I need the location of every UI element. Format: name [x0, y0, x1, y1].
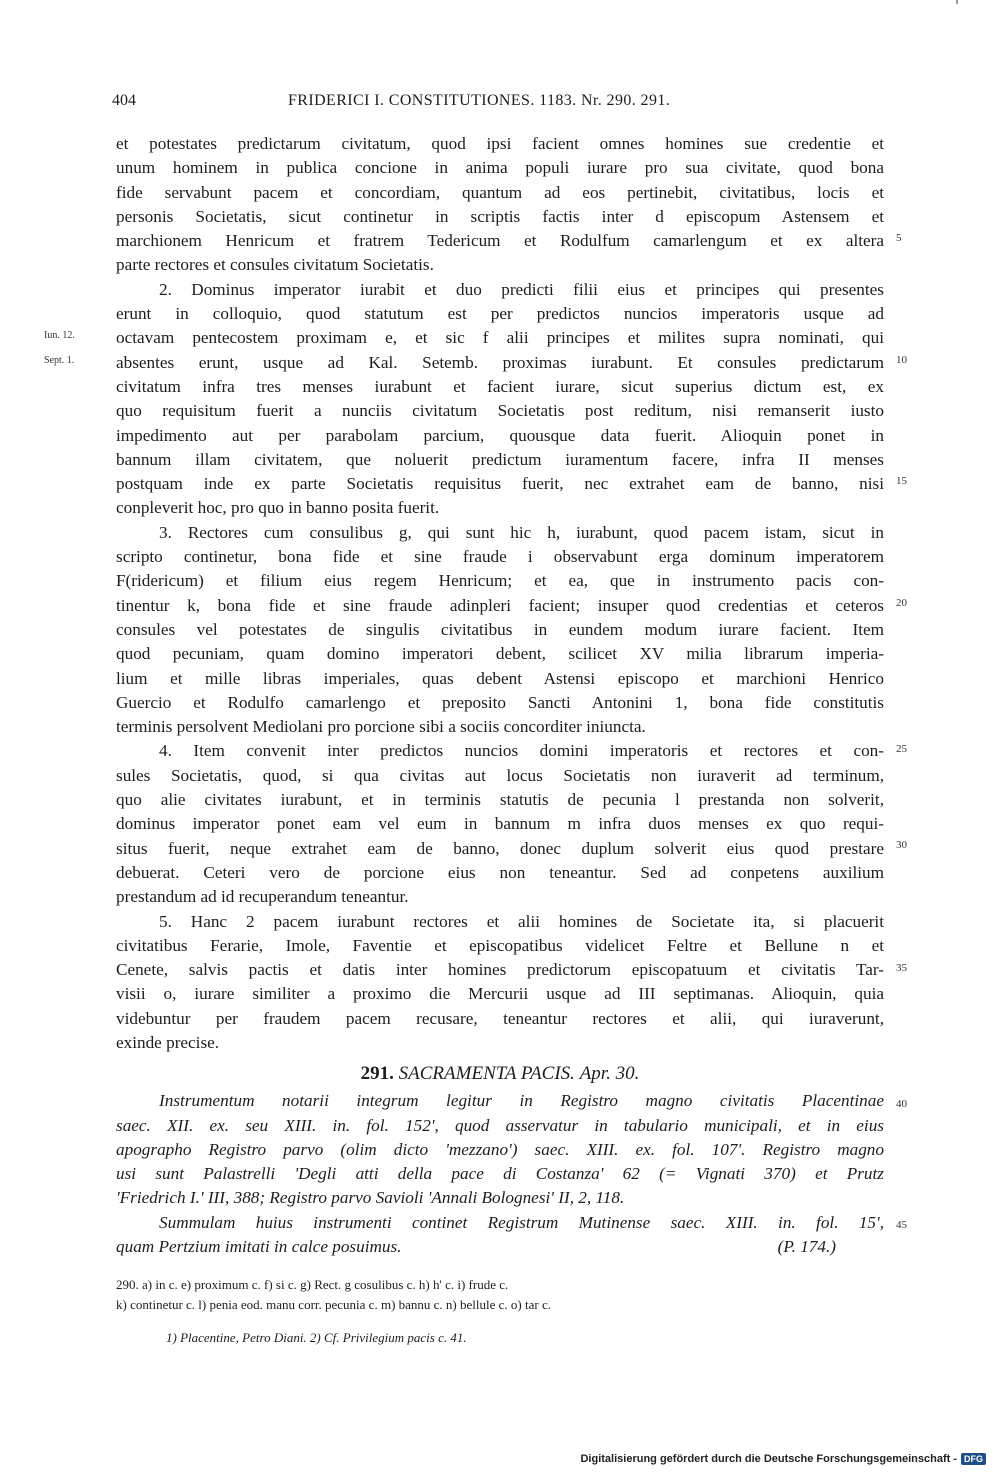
text-line: quo alie civitates iurabunt, et in terminis statutis de pecunia l prestanda non solverit,	[116, 790, 884, 810]
text-line: lium et mille libras imperiales, quas debent Astensi episcopo et marchioni Henrico	[116, 668, 884, 688]
text-line: situs fuerit, neque extrahet eam de banno, donec duplum solverit eius quod prestare	[116, 838, 884, 858]
text-line: et potestates predictarum civitatum, quod ipsi facient omnes homines sue credentie et	[116, 134, 884, 153]
text-line: octavam pentecostem proximam e, et sic f alii principes et milites supra nominati, qui	[116, 328, 884, 348]
text-line: Instrumentum notarii integrum legitur in Registro magno civitatis Placentinae	[159, 1091, 884, 1111]
text-line: prestandum ad id recuperandum teneantur.	[116, 887, 409, 907]
text-line: Summulam huius instrumenti continet Registrum Mutinense saec. XIII. in. fol. 15',	[159, 1212, 884, 1232]
page-header	[112, 92, 892, 116]
text-line: civitatum infra tres menses iurabunt et facient iurare, sicut superius dictum est, ex	[116, 376, 884, 396]
line-number: 5	[896, 232, 902, 244]
footnote-notes: 1) Placentine, Petro Diani. 2) Cf. Privilegium pacis c. 41.	[166, 1330, 467, 1345]
text-line: tinentur k, bona fide et sine fraude adinpleri facient; insuper quod credentias et ceteros	[116, 595, 884, 615]
dfg-logo: DFG	[961, 1453, 986, 1465]
line-number: 25	[896, 743, 907, 755]
line-number: 10	[896, 354, 907, 366]
section-title: SACRAMENTA PACIS.	[398, 1063, 575, 1085]
margin-date-note: Iun. 12.	[44, 330, 75, 341]
running-title: FRIDERICI I. CONSTITUTIONES. 1183. Nr. 290. 291.	[288, 92, 671, 109]
section-date: Apr. 30.	[579, 1063, 640, 1085]
text-line: terminis persolvent Mediolani pro porcione sibi a sociis concorditer iniuncta.	[116, 717, 646, 737]
text-line: postquam inde ex parte Societatis requisitus fuerit, nec extrahet eam de banno, nisi	[116, 474, 884, 494]
text-line: videbuntur per fraudem pacem recusare, teneantur rectores et alii, qui iuraverunt,	[116, 1008, 884, 1028]
section-number: 291.	[360, 1063, 394, 1085]
text-line: saec. XII. ex. seu XIII. in. fol. 152', quod asservatur in tabulario municipali, et in eius	[116, 1115, 884, 1135]
text-line: conpleverit hoc, pro quo in banno posita fuerit.	[116, 498, 440, 518]
text-line: apographo Registro parvo (olim dicto 'mezzano') saec. XIII. ex. fol. 107'. Registro magno	[116, 1139, 884, 1159]
text-line: usi sunt Palastrelli 'Degli atti della pace di Costanza' 62 (= Vignati 370) et Prutz	[116, 1164, 884, 1184]
text-line: visii o, iurare similiter a proximo die Mercurii usque ad III septimanas. Alioquin, quia	[116, 984, 884, 1004]
text-line: quam Pertzium imitati in calce posuimus. (P. 174.)	[116, 1235, 884, 1259]
footnote-variants-line-2: k) continetur c. l) penia eod. manu corr. pecunia c. m) bannu c. n) bellule c. o) tar c.	[116, 1297, 551, 1312]
text-line: Cenete, salvis pactis et datis inter homines predictorum episcopatuum et civitatis Tar-	[116, 960, 884, 980]
section-heading	[116, 1059, 884, 1089]
main-text	[116, 132, 884, 1259]
text-line: absentes erunt, usque ad Kal. Setemb. proximas iurabunt. Et consules predictarum	[116, 352, 884, 372]
text-line: dominus imperator ponet eam vel eum in bannum m infra duos menses ex quo requi-	[116, 814, 884, 834]
text-line: consules vel potestates de singulis civitatibus in eundem modum iurare facient. Item	[116, 619, 884, 639]
line-number: 35	[896, 962, 907, 974]
credit-text: Digitalisierung gefördert durch die Deutsche Forschungsgemeinschaft -	[580, 1453, 957, 1465]
line-number: 15	[896, 475, 907, 487]
text-line: 4. Item convenit inter predictos nuncios domini imperatoris et rectores et con-	[159, 741, 884, 761]
text-line: impedimento aut per parabolam parcium, quousque data fuerit. Alioquin ponet in	[116, 425, 884, 445]
text-line: 5. Hanc 2 pacem iurabunt rectores et alii homines de Societate ita, si placuerit	[159, 911, 884, 931]
text-line: erunt in colloquio, quod statutum est per predictos nuncios imperatoris usque ad	[116, 304, 884, 324]
text-line: quo requisitum fuerit a nunciis civitatum Societatis post reditum, nisi remanserit iusto	[116, 401, 884, 421]
text-line: 'Friedrich I.' III, 388; Registro parvo Savioli 'Annali Bolognesi' II, 2, 118.	[116, 1188, 625, 1208]
page-number: 404	[112, 92, 136, 109]
line-number: 20	[896, 597, 907, 609]
text-line: scripto continetur, bona fide et sine fraude i observabunt erga dominum imperatorem	[116, 547, 884, 567]
line-number: 40	[896, 1098, 907, 1110]
text-line: 2. Dominus imperator iurabit et duo predicti filii eius et principes qui presentes	[159, 279, 884, 299]
text-line: parte rectores et consules civitatum Societatis.	[116, 255, 434, 275]
text-line: exinde precise.	[116, 1032, 220, 1052]
text-line: marchionem Henricum et fratrem Tedericum et Rodulfum camarlengum et ex altera	[116, 231, 884, 251]
text-line: F(ridericum) et filium eius regem Henricum; et ea, que in instrumento pacis con-	[116, 571, 884, 591]
line-number: 30	[896, 839, 907, 851]
siglum: (P. 174.)	[777, 1237, 836, 1257]
text-line: fide servabunt pacem et concordiam, quantum ad eos pertinebit, civitatibus, locis et	[116, 182, 884, 202]
footnote-variants-line-1: 290. a) in c. e) proximum c. f) si c. g) Rect. g cosulibus c. h) h' c. i) frude c.	[116, 1277, 509, 1292]
digitization-credit	[580, 1453, 986, 1465]
text-line: bannum illam civitatem, que noluerit predictum iuramentum facere, infra II menses	[116, 449, 884, 469]
text-line: Guercio et Rodulfo camarlengo et preposito Sancti Antonini 1, bona fide constitutis	[116, 692, 884, 712]
text-line: civitatibus Ferarie, Imole, Faventie et episcopatibus videlicet Feltre et Bellune n et	[116, 935, 884, 955]
text-line: sules Societatis, quod, si qua civitas aut locus Societatis non iuraverit ad terminum,	[116, 765, 884, 785]
margin-date-note: Sept. 1.	[44, 355, 75, 366]
text-line: personis Societatis, sicut continetur in scriptis factis inter d episcopum Astensem et	[116, 206, 884, 226]
scan-mark	[956, 0, 958, 4]
text-line: debuerat. Ceteri vero de porcione eius non teneantur. Sed ad conpetens auxilium	[116, 862, 884, 882]
text-line: unum hominem in publica concione in anima populi iurare pro sua civitate, quod bona	[116, 158, 884, 178]
text-line: 3. Rectores cum consulibus g, qui sunt hic h, iurabunt, quod pacem istam, sicut in	[159, 522, 884, 542]
line-number: 45	[896, 1219, 907, 1231]
text-line: quod pecuniam, quam domino imperatori debent, scilicet XV milia librarum imperia-	[116, 644, 884, 664]
